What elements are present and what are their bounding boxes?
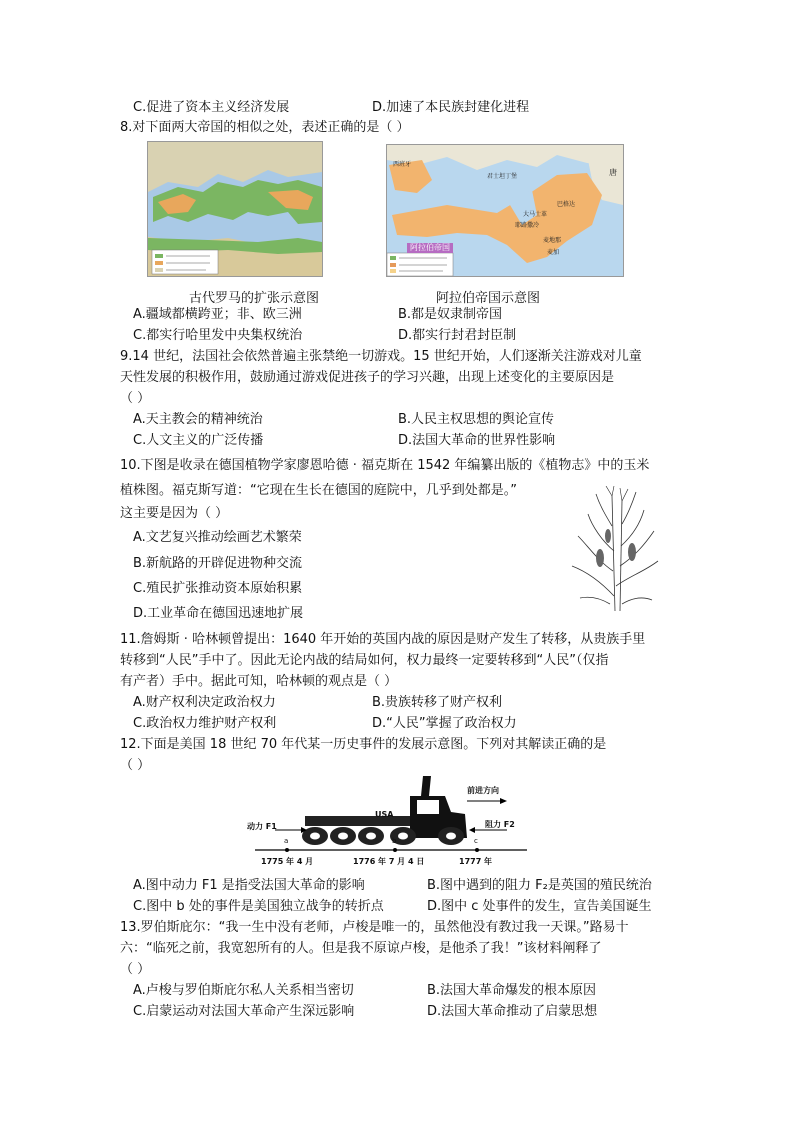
q12-option-b: B.图中遇到的阻力 F₂是英国的殖民统治 — [427, 878, 652, 893]
q13-option-a: A.卢梭与罗伯斯庇尔私人关系相当密切 — [133, 983, 354, 998]
q11-line1: 11.詹姆斯 · 哈林顿曾提出：1640 年开始的英国内战的原因是财产发生了转移，从贵族手里 — [120, 632, 646, 647]
arab-empire-map — [386, 144, 624, 277]
q8-option-a: A.疆域都横跨亚；非、欧三洲 — [133, 307, 302, 322]
q9-option-d: D.法国大革命的世界性影响 — [398, 433, 556, 448]
timeline-date-3: 1777 年 — [459, 857, 493, 866]
q11-option-d: D.“人民”掌握了政治权力 — [372, 716, 517, 731]
q10-line2: 植株图。福克斯写道：“它现在生长在德国的庭院中，几乎到处都是。” — [120, 483, 517, 498]
q10-line3: 这主要是因为（ ） — [120, 506, 229, 521]
rome-map-graphic — [148, 142, 322, 276]
q9-line3: （ ） — [120, 391, 151, 406]
rome-expansion-map — [147, 141, 323, 277]
q13-line3: （ ） — [120, 962, 151, 977]
q9-option-c: C.人文主义的广泛传播 — [133, 433, 264, 448]
map-label-medina: 麦地那 — [543, 237, 562, 244]
q8-option-b: B.都是奴隶制帝国 — [398, 307, 503, 322]
q11-line3: 有产者）手中。据此可知，哈林顿的观点是（ ） — [120, 674, 398, 689]
force-f2-label: 阻力 F2 — [485, 820, 515, 829]
map-label-damascus: 大马士革 — [523, 211, 548, 218]
q10-option-d: D.工业革命在德国迅速地扩展 — [133, 606, 304, 621]
corn-plant-illustration — [570, 486, 660, 611]
q10-line1: 10.下图是收录在德国植物学家廖恩哈德 · 福克斯在 1542 年编纂出版的《植物志》中的玉米 — [120, 458, 650, 473]
q8-option-d: D.都实行封君封臣制 — [398, 328, 517, 343]
timeline-date-1: 1775 年 4 月 — [261, 857, 314, 866]
q10-option-b: B.新航路的开辟促进物种交流 — [133, 556, 303, 571]
q9-line1: 9.14 世纪，法国社会依然普遍主张禁绝一切游戏。15 世纪开始，人们逐渐关注游戏对儿童 — [120, 349, 642, 364]
map-label-mecca: 麦加 — [547, 249, 560, 256]
timeline-point-c: c — [474, 837, 478, 845]
q9-option-b: B.人民主权思想的舆论宣传 — [398, 412, 555, 427]
q11-line2: 转移到“人民”手中了。因此无论内战的结局如何，权力最终一定要转移到“人民”（仅指 — [120, 653, 609, 668]
q12-option-d: D.图中 c 处事件的发生，宣告美国诞生 — [427, 899, 652, 914]
q8-stem: 8.对下面两大帝国的相似之处，表述正确的是（ ） — [120, 120, 410, 135]
q10-option-a: A.文艺复兴推动绘画艺术繁荣 — [133, 530, 302, 545]
timeline-point-a: a — [284, 837, 289, 845]
arab-map-banner: 阿拉伯帝国 — [407, 243, 453, 253]
q13-line2: 六：“临死之前，我宽恕所有的人。但是我不原谅卢梭，是他杀了我！”该材料阐释了 — [120, 941, 602, 956]
q7-option-d: D.加速了本民族封建化进程 — [372, 100, 530, 115]
map-label-jerusalem: 耶路撒冷 — [515, 222, 540, 229]
q12-option-a: A.图中动力 F1 是指受法国大革命的影响 — [133, 878, 365, 893]
truck-usa-label: USA — [375, 810, 394, 819]
arab-map-caption: 阿拉伯帝国示意图 — [436, 291, 541, 306]
q12-line2: （ ） — [120, 758, 151, 773]
q11-option-a: A.财产权利决定政治权力 — [133, 695, 276, 710]
map-label-constantinople: 君士坦丁堡 — [487, 173, 518, 180]
q8-option-c: C.都实行哈里发中央集权统治 — [133, 328, 303, 343]
map-label-tang: 唐 — [609, 168, 617, 177]
q13-line1: 13.罗伯斯庇尔：“我一生中没有老师，卢梭是唯一的，虽然他没有教过我一天课。”路易十 — [120, 920, 629, 935]
forward-direction-label: 前进方向 — [467, 786, 499, 795]
arab-map-graphic — [387, 145, 623, 276]
q11-option-b: B.贵族转移了财产权利 — [372, 695, 503, 710]
q7-option-c: C.促进了资本主义经济发展 — [133, 100, 290, 115]
q9-line2: 天性发展的积极作用，鼓励通过游戏促进孩子的学习兴趣，出现上述变化的主要原因是 — [120, 370, 615, 385]
map-label-baghdad: 巴格达 — [557, 201, 576, 208]
q13-option-d: D.法国大革命推动了启蒙思想 — [427, 1004, 598, 1019]
map-label-spain: 西班牙 — [393, 161, 412, 168]
timeline-date-2: 1776 年 7 月 4 日 — [353, 857, 425, 866]
timeline-point-b: b — [392, 837, 397, 845]
rome-map-caption: 古代罗马的扩张示意图 — [189, 291, 320, 306]
q12-line1: 12.下面是美国 18 世纪 70 年代某一历史事件的发展示意图。下列对其解读正确的是 — [120, 737, 607, 752]
truck-diagram — [245, 772, 535, 872]
force-f1-label: 动力 F1 — [247, 822, 277, 831]
q12-option-c: C.图中 b 处的事件是美国独立战争的转折点 — [133, 899, 384, 914]
q11-option-c: C.政治权力维护财产权利 — [133, 716, 277, 731]
q13-option-c: C.启蒙运动对法国大革命产生深远影响 — [133, 1004, 355, 1019]
q9-option-a: A.天主教会的精神统治 — [133, 412, 263, 427]
q10-option-c: C.殖民扩张推动资本原始积累 — [133, 581, 303, 596]
q13-option-b: B.法国大革命爆发的根本原因 — [427, 983, 597, 998]
